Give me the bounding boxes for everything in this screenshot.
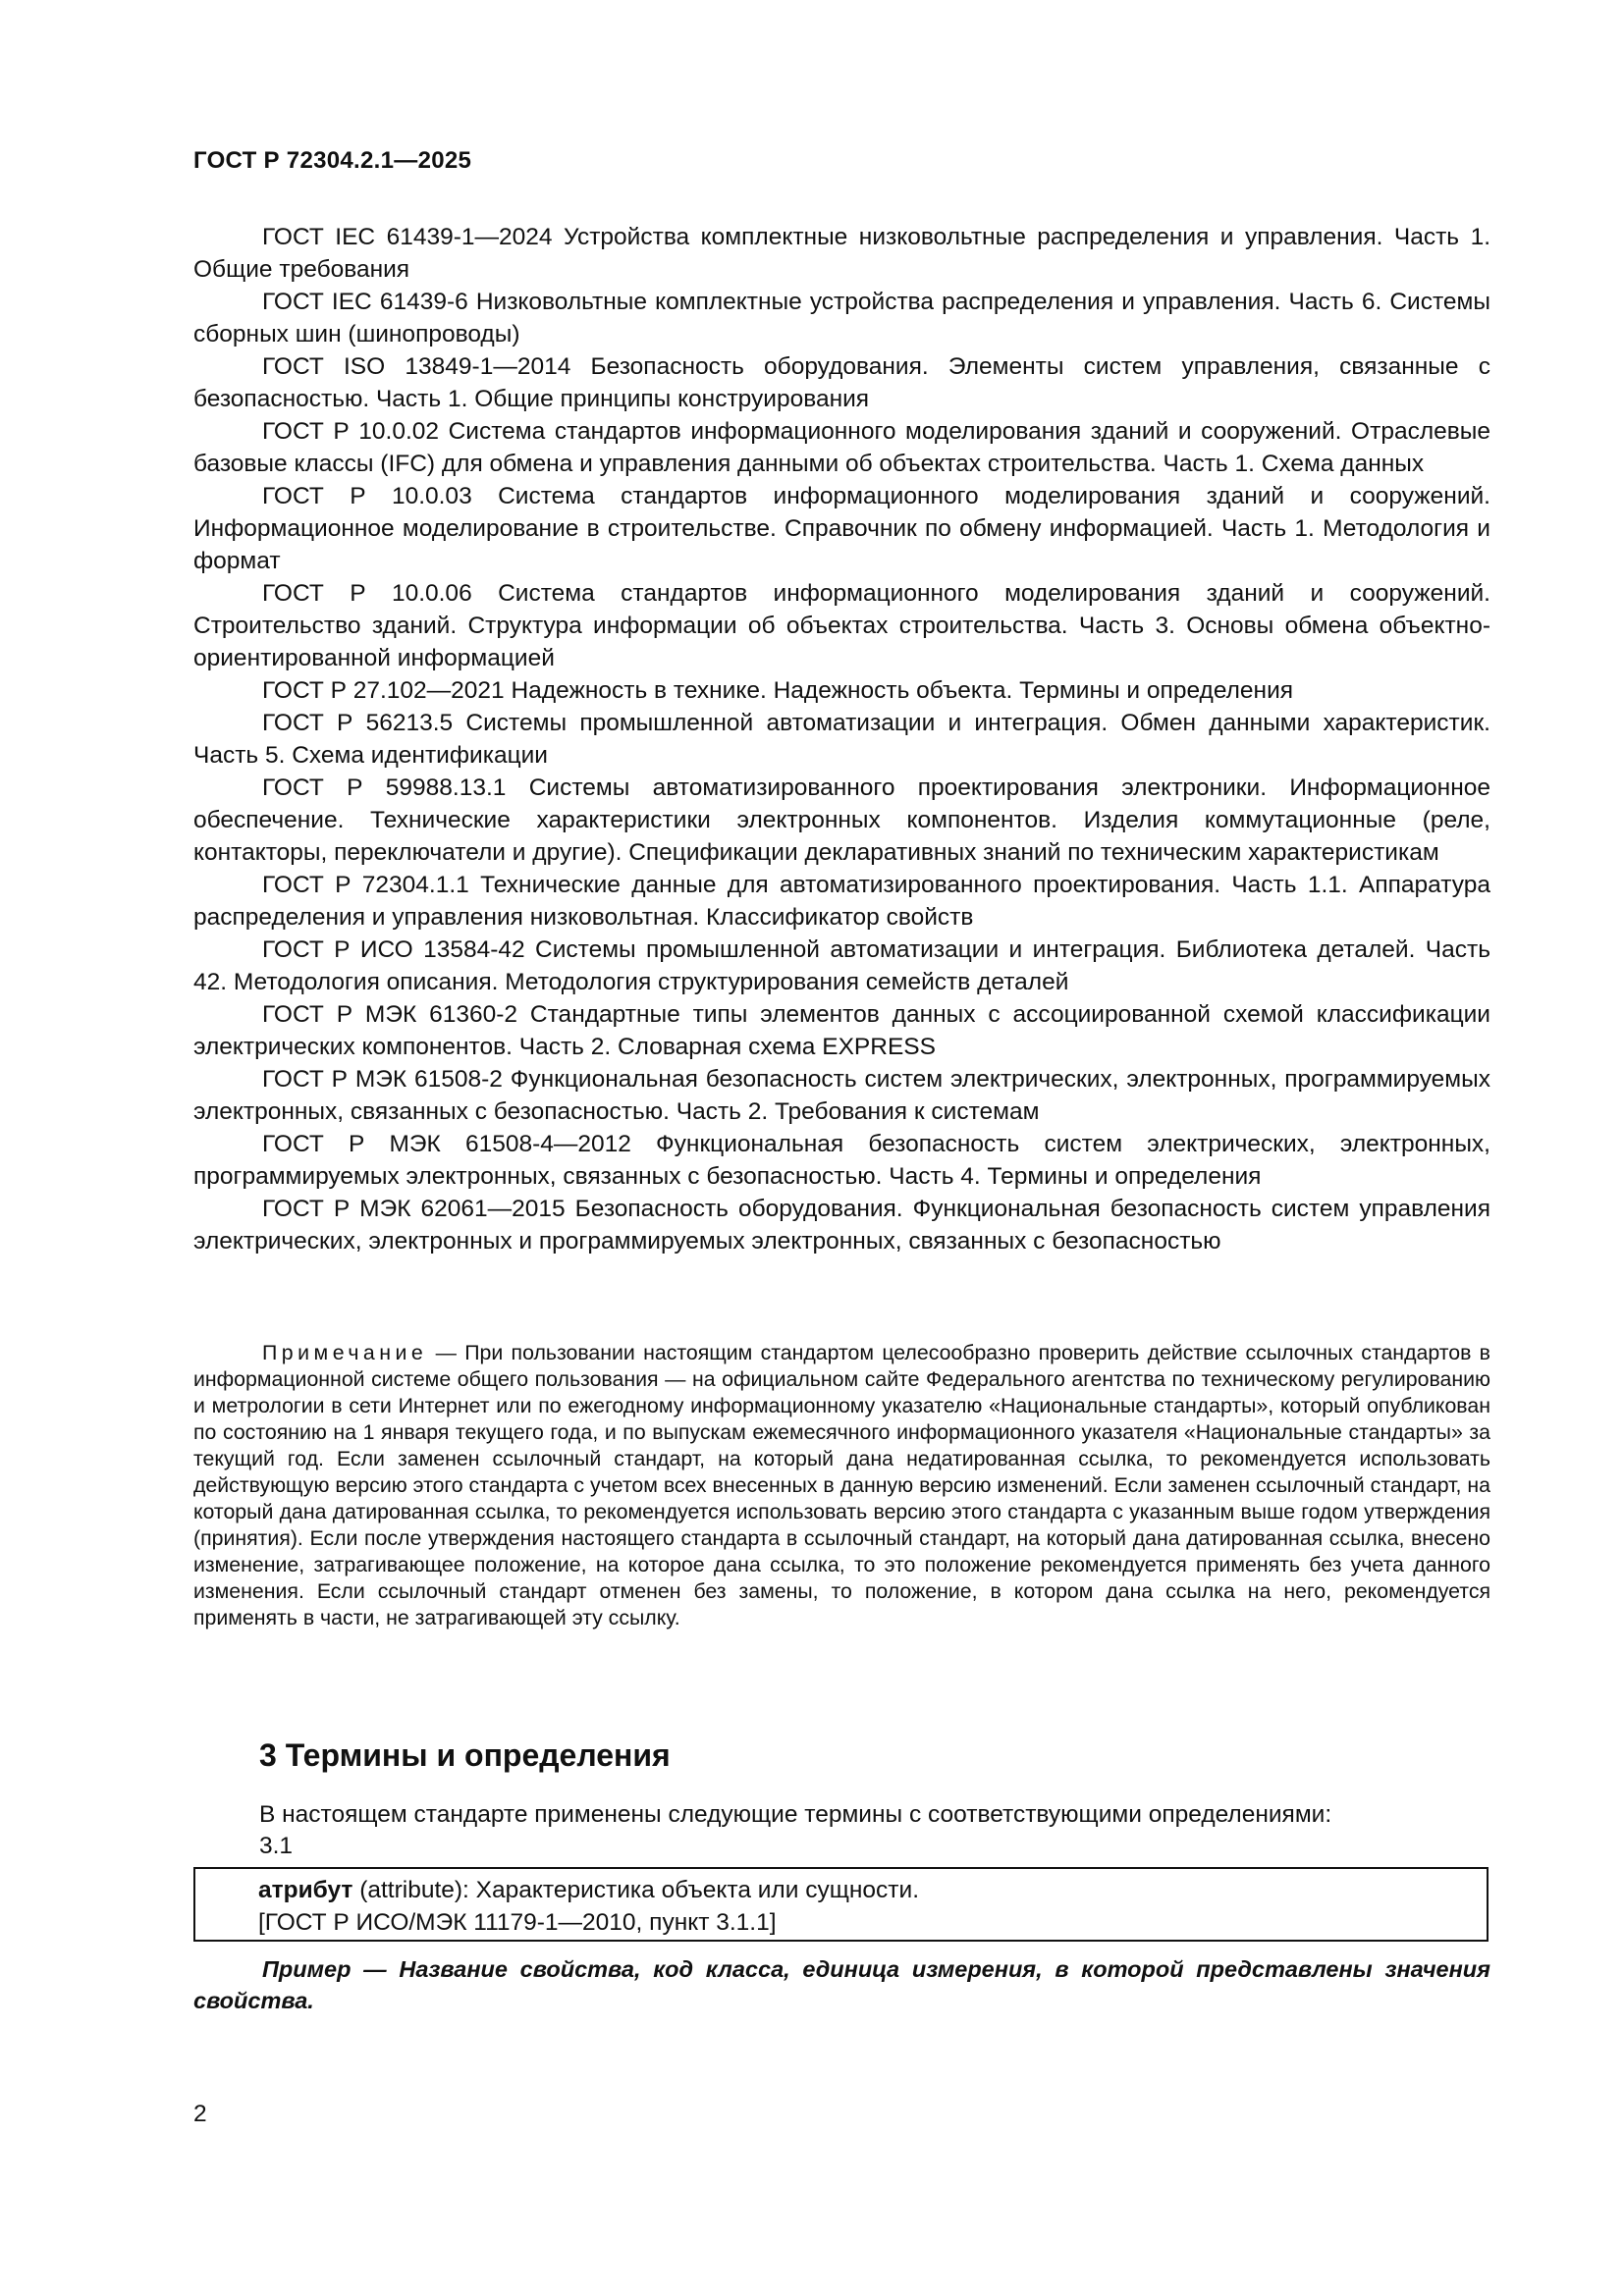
reference-item: ГОСТ Р ИСО 13584-42 Системы промышленной автоматизации и интеграция. Библиотека деталей. Часть 42. Методология описания. Методология структурирования семейств деталей (193, 936, 1490, 995)
reference-item: ГОСТ Р МЭК 61508-4—2012 Функциональная безопасность систем электрических, электронных, программируемых электронных, связанных с безопасностью. Часть 4. Термины и определения (193, 1131, 1490, 1190)
note-dash: — (427, 1341, 465, 1364)
reference-item: ГОСТ Р 72304.1.1 Технические данные для автоматизированного проектирования. Часть 1.1. Аппаратура распределения и управления низковольтная. Классификатор свойств (193, 872, 1490, 931)
reference-item: ГОСТ Р МЭК 61508-2 Функциональная безопасность систем электрических, электронных, программируемых электронных, связанных с безопасностью. Часть 2. Требования к системам (193, 1066, 1490, 1125)
document-header-id: ГОСТ Р 72304.2.1—2025 (193, 147, 472, 174)
term-definition-box (193, 1867, 1489, 1942)
reference-item: ГОСТ Р 27.102—2021 Надежность в технике. Надежность объекта. Термины и определения (262, 677, 1294, 704)
term-example: Пример — Название свойства, код класса, единица измерения, в которой представлены значения свойства. (193, 1956, 1490, 2013)
term-source: [ГОСТ Р ИСО/МЭК 11179-1—2010, пункт 3.1.1] (258, 1909, 777, 1936)
section-title: 3 Термины и определения (259, 1737, 671, 1773)
reference-item: ГОСТ Р 56213.5 Системы промышленной автоматизации и интеграция. Обмен данными характеристик. Часть 5. Схема идентификации (193, 710, 1490, 769)
term-number: 3.1 (259, 1833, 294, 1859)
reference-item: ГОСТ ISO 13849-1—2014 Безопасность оборудования. Элементы систем управления, связанные с безопасностью. Часть 1. Общие принципы конструирования (193, 353, 1490, 412)
section-intro: В настоящем стандарте применены следующие термины с соответствующими определениями: (259, 1801, 1332, 1828)
term-word: атрибут (258, 1877, 353, 1903)
reference-item: ГОСТ IEC 61439-1—2024 Устройства комплектные низковольтные распределения и управления. Часть 1. Общие требования (193, 224, 1490, 283)
reference-item: ГОСТ Р 10.0.06 Система стандартов информационного моделирования зданий и сооружений. Строительство зданий. Структура информации об объектах строительства. Часть 3. Основы обмена объектно-ориентированной информацией (193, 580, 1490, 671)
page-number: 2 (193, 2101, 207, 2127)
note-text: При пользовании настоящим стандартом целесообразно проверить действие ссылочных стандартов в информационной системе общего пользования — на официальном сайте Федерального агентства по техническому регулированию и метрологии в сети Интернет или по ежегодному информационному указателю «Национальные стандарты», который опубликован по состоянию на 1 января текущего года, и по выпускам ежемесячного информационного указателя «Национальные стандарты» за текущий год. Если заменен ссылочный стандарт, на который дана недатированная ссылка, то рекомендуется использовать действующую версию этого стандарта с учетом всех внесенных в данную версию изменений. Если заменен ссылочный стандарт, на который дана датированная ссылка, то рекомендуется использовать версию этого стандарта с указанным выше годом утверждения (принятия). Если после утверждения настоящего стандарта в ссылочный стандарт, на который дана датированная ссылка, внесено изменение, затрагивающее положение, на которое дана ссылка, то это положение рекомендуется применять без учета данного изменения. Если ссылочный стандарт отменен без замены, то положение, в котором дана ссылка на него, рекомендуется применять в части, не затрагивающей эту ссылку. (193, 1341, 1490, 1629)
reference-item: ГОСТ Р 10.0.02 Система стандартов информационного моделирования зданий и сооружений. Отраслевые базовые классы (IFC) для обмена и управления данными об объектах строительства. Часть 1. Схема данных (193, 418, 1490, 477)
reference-item: ГОСТ Р МЭК 61360-2 Стандартные типы элементов данных с ассоциированной схемой классификации электрических компонентов. Часть 2. Словарная схема EXPRESS (193, 1001, 1490, 1060)
reference-item: ГОСТ Р МЭК 62061—2015 Безопасность оборудования. Функциональная безопасность систем управления электрических, электронных и программируемых электронных, связанных с безопасностью (193, 1196, 1490, 1255)
reference-item: ГОСТ IEC 61439-6 Низковольтные комплектные устройства распределения и управления. Часть 6. Системы сборных шин (шинопроводы) (193, 289, 1490, 347)
reference-item: ГОСТ Р 10.0.03 Система стандартов информационного моделирования зданий и сооружений. Информационное моделирование в строительстве. Справочник по обмену информацией. Часть 1. Методология и формат (193, 483, 1490, 574)
reference-item: ГОСТ Р 59988.13.1 Системы автоматизированного проектирования электроники. Информационное обеспечение. Технические характеристики электронных компонентов. Изделия коммутационные (реле, контакторы, переключатели и другие). Спецификации декларативных знаний по техническим характеристикам (193, 774, 1490, 866)
note-paragraph (193, 1340, 1490, 1631)
normative-references-list (193, 221, 1490, 1257)
term-definition-line (258, 1874, 1487, 1906)
term-definition: (attribute): Характеристика объекта или сущности. (352, 1877, 920, 1903)
note-label: Примечание (262, 1341, 428, 1364)
